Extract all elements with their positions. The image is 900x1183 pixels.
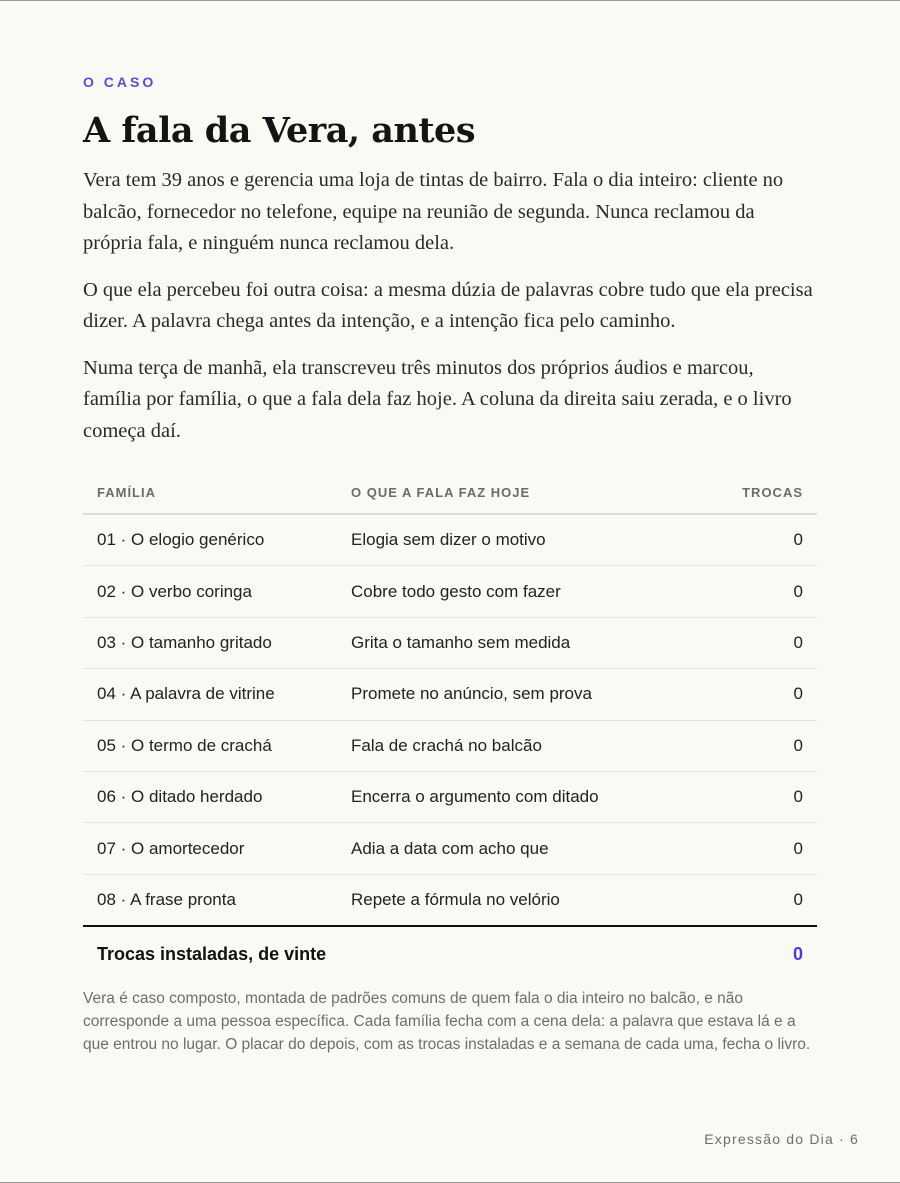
cell-trocas: 0 bbox=[793, 735, 803, 755]
cell-trocas: 0 bbox=[793, 889, 803, 909]
cell-faz: Elogia sem dizer o motivo bbox=[351, 530, 546, 550]
table-row bbox=[83, 875, 817, 927]
cell-faz: Encerra o argumento com ditado bbox=[351, 787, 599, 807]
cell-familia: 01 · O elogio genérico bbox=[97, 530, 265, 550]
header-faz-hoje: O QUE A FALA FAZ HOJE bbox=[351, 484, 531, 500]
table-total-row bbox=[83, 927, 817, 982]
page-footer: Expressão do Dia · 6 bbox=[704, 1131, 859, 1147]
table-row bbox=[83, 669, 817, 720]
section-eyebrow: O CASO bbox=[83, 74, 157, 90]
intro-paragraph-1: Vera tem 39 anos e gerencia uma loja de tintas de bairro. Fala o dia inteiro: cliente no balcão, fornecedor no telefone, equipe na reunião de segunda. Nunca reclamou da própria fala, e ninguém nunca reclamou dela. bbox=[83, 169, 784, 254]
table-row bbox=[83, 515, 817, 566]
intro-text bbox=[83, 165, 813, 462]
cell-familia: 07 · O amortecedor bbox=[97, 838, 245, 858]
cell-faz: Repete a fórmula no velório bbox=[351, 889, 560, 909]
cell-familia: 08 · A frase pronta bbox=[97, 889, 236, 909]
cell-trocas: 0 bbox=[793, 838, 803, 858]
table-body bbox=[83, 515, 817, 927]
table-row bbox=[83, 772, 817, 823]
cell-familia: 04 · A palavra de vitrine bbox=[97, 684, 275, 704]
cell-faz: Adia a data com acho que bbox=[351, 838, 549, 858]
cell-trocas: 0 bbox=[793, 530, 803, 550]
cell-trocas: 0 bbox=[793, 632, 803, 652]
table-header bbox=[83, 471, 817, 515]
cell-familia: 06 · O ditado herdado bbox=[97, 787, 263, 807]
cell-trocas: 0 bbox=[793, 581, 803, 601]
header-trocas: TROCAS bbox=[742, 484, 803, 500]
cell-trocas: 0 bbox=[793, 684, 803, 704]
cell-faz: Promete no anúncio, sem prova bbox=[351, 684, 592, 704]
header-familia: FAMÍLIA bbox=[97, 484, 156, 500]
cell-familia: 02 · O verbo coringa bbox=[97, 581, 252, 601]
table-row bbox=[83, 823, 817, 874]
cell-familia: 05 · O termo de crachá bbox=[97, 735, 272, 755]
table-row bbox=[83, 721, 817, 772]
table-row bbox=[83, 566, 817, 617]
total-label: Trocas instaladas, de vinte bbox=[97, 944, 327, 965]
cell-familia: 03 · O tamanho gritado bbox=[97, 632, 272, 652]
cell-faz: Grita o tamanho sem medida bbox=[351, 632, 571, 652]
table-row bbox=[83, 618, 817, 669]
intro-paragraph-3: Numa terça de manhã, ela transcreveu três minutos dos próprios áudios e marcou, família por família, o que a fala dela faz hoje. A coluna da direita saiu zerada, e o livro começa daí. bbox=[83, 356, 792, 442]
cell-trocas: 0 bbox=[793, 787, 803, 807]
footnote: Vera é caso composto, montada de padrões comuns de quem fala o dia inteiro no balcão, e não corresponde a uma pessoa específica. Cada família fecha com a cena dela: a palavra que estava lá e a que entrou no lugar. O placar do depois, com as trocas instaladas e a semana de cada uma, fecha o livro. bbox=[83, 990, 811, 1054]
total-value: 0 bbox=[792, 944, 803, 965]
cell-faz: Cobre todo gesto com fazer bbox=[351, 581, 561, 601]
families-table bbox=[83, 471, 817, 982]
cell-faz: Fala de crachá no balcão bbox=[351, 735, 542, 755]
page-title: A fala da Vera, antes bbox=[83, 110, 476, 151]
intro-paragraph-2: O que ela percebeu foi outra coisa: a mesma dúzia de palavras cobre tudo que ela precisa dizer. A palavra chega antes da intenção, e a intenção fica pelo caminho. bbox=[83, 278, 813, 332]
